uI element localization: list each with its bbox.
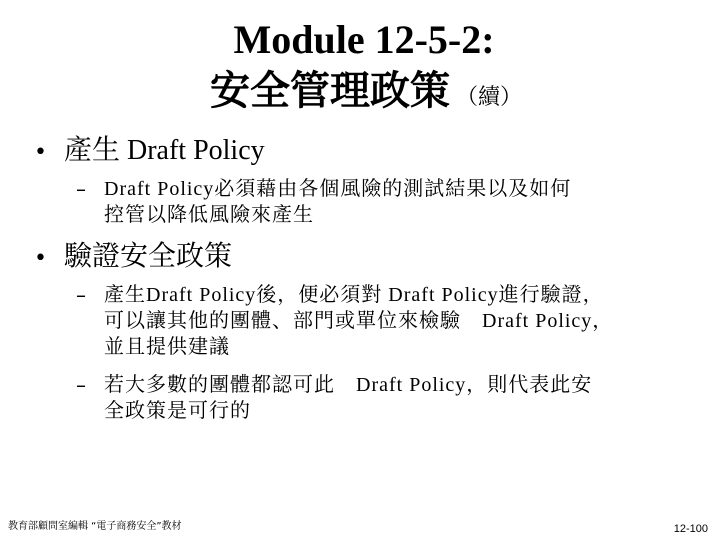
slide-subtitle [0, 66, 720, 123]
sub-bullet-line: 若大多數的團體都認可此 Draft Policy，則代表此安 [104, 374, 593, 396]
bullet-text: 驗證安全政策 [64, 241, 233, 272]
bullet-item [34, 134, 265, 170]
sub-bullet-marker: – [76, 283, 86, 307]
sub-bullet-item [76, 176, 696, 228]
sub-bullet-line: 控管以降低風險來產生 [104, 204, 314, 226]
page-number: 12-100 [673, 523, 708, 535]
bullet-item [34, 240, 232, 276]
sub-bullet-line: 產生Draft Policy後，便必須對 Draft Policy進行驗證， [104, 284, 604, 306]
sub-bullet-item [76, 372, 696, 424]
sub-bullet-line: 並且提供建議 [104, 336, 230, 358]
bullet-text: 產生 Draft Policy [64, 135, 265, 166]
footer-credit: 教育部顧問室編輯 “電子商務安全”教材 [8, 521, 182, 532]
sub-bullet-line: Draft Policy必須藉由各個風險的測試結果以及如何 [104, 178, 572, 200]
sub-bullet-text [104, 282, 613, 360]
sub-bullet-line: 全政策是可行的 [104, 400, 251, 422]
sub-bullet-marker: – [76, 373, 86, 397]
sub-bullet-item [76, 282, 696, 360]
sub-bullet-marker: – [76, 177, 86, 201]
continued-label: （續） [455, 85, 522, 110]
slide-title: Module 12-5-2: [233, 17, 495, 62]
subtitle-text: 安全管理政策 [209, 68, 450, 114]
sub-bullet-text [104, 372, 592, 424]
bullet-marker: • [34, 140, 47, 165]
bullet-marker: • [34, 246, 47, 271]
sub-bullet-text [104, 176, 571, 228]
sub-bullet-line: 可以讓其他的團體、部門或單位來檢驗 Draft Policy， [104, 310, 614, 332]
